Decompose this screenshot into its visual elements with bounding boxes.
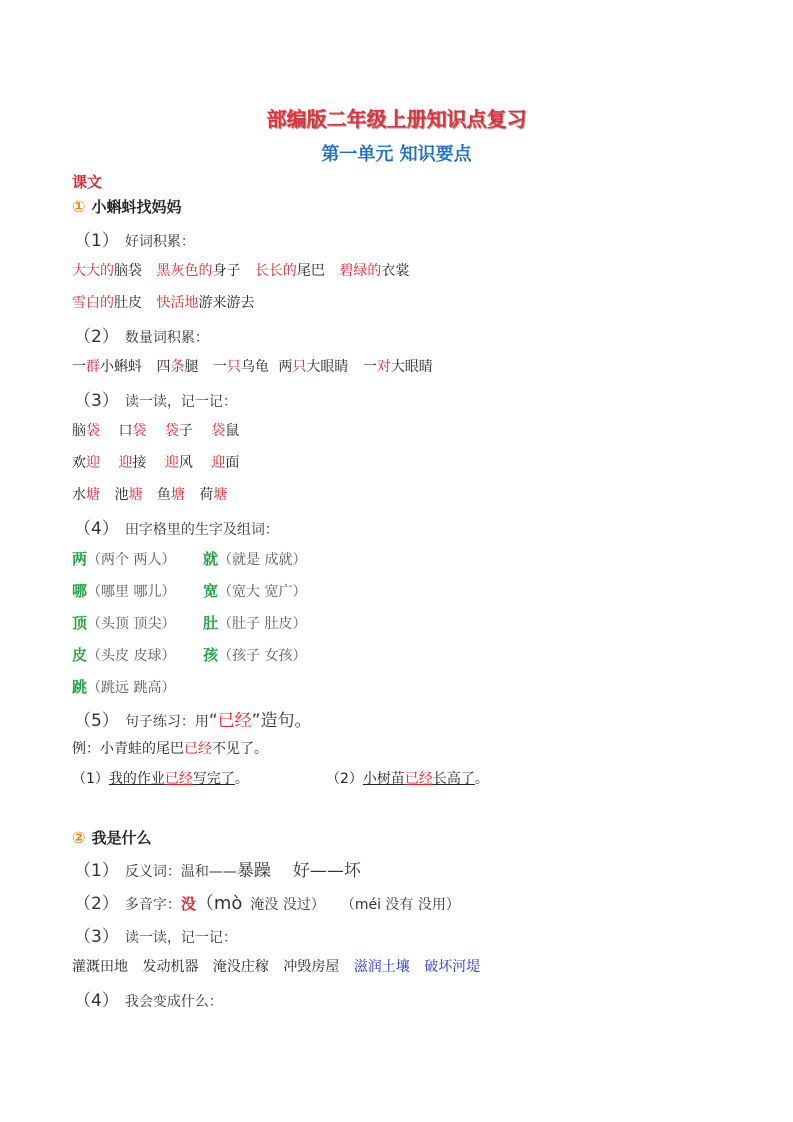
measure-words-row [72, 356, 433, 376]
char-entry [203, 644, 306, 665]
item-number: （4） [74, 519, 119, 539]
new-character: 跳 [72, 678, 88, 696]
highlight-word: 只 [292, 359, 307, 375]
lesson1-s2-heading [74, 322, 209, 347]
read-row2 [72, 452, 239, 472]
item-label: 田字格里的生字及组词： [124, 522, 279, 538]
highlight-word: 塘 [128, 487, 143, 503]
lesson2-s2-heading [74, 889, 460, 915]
item-label: 反义词：温和—— [124, 864, 237, 880]
highlight-word: 长长的 [254, 263, 297, 279]
word-prefix: 口 [118, 423, 133, 439]
word-prefix: 四 [156, 359, 171, 375]
highlight-word: 塘 [213, 487, 228, 503]
reading-words: （méi 没有 没用） [340, 897, 460, 913]
char-entry [72, 676, 175, 697]
word-rest: 衣裳 [381, 263, 410, 279]
word-rest: 风 [178, 455, 193, 471]
item-label: 多音字： [124, 897, 181, 913]
char-entry [72, 580, 175, 601]
character-words: （就是 成就） [218, 552, 307, 568]
lesson1-s1-heading [74, 226, 195, 251]
word-prefix: 一 [362, 359, 377, 375]
highlight-word: 碧绿的 [339, 263, 382, 279]
word-prefix: 池 [114, 487, 129, 503]
highlight-word: 袋 [164, 423, 179, 439]
item-number: （5） [74, 711, 119, 731]
highlight-word: 塘 [170, 487, 185, 503]
char-entry [203, 548, 306, 569]
item-label: 读一读，记一记： [124, 930, 237, 946]
word-rest: 大眼睛 [306, 359, 349, 375]
phrases-row [72, 956, 480, 976]
quote-mark: ” [251, 711, 261, 731]
new-character: 皮 [72, 646, 88, 664]
word-rest: 游来游去 [198, 295, 255, 311]
sentence-part: 我的作业 [108, 771, 165, 787]
highlight-word: 迎 [86, 455, 100, 471]
phrase: 发动机器 [142, 959, 199, 975]
target-word: 已经 [217, 711, 252, 731]
word-rest: 小蝌蚪 [100, 359, 142, 375]
highlight-word: 只 [226, 359, 241, 375]
word-rest: 尾巴 [296, 263, 325, 279]
answer-sentence-2 [326, 768, 489, 788]
character-words: （宽大 宽广） [218, 584, 307, 600]
new-character: 宽 [203, 582, 219, 600]
phrase: 冲毁房屋 [283, 959, 340, 975]
word-rest: 大眼睛 [390, 359, 433, 375]
sentence-part: 不见了。 [212, 741, 268, 757]
highlight-word: 袋 [86, 423, 100, 439]
item-label: 好词积累： [124, 234, 195, 250]
word-rest: 身子 [212, 263, 241, 279]
sentence-part: 长高了 [432, 771, 475, 787]
new-character: 孩 [203, 646, 219, 664]
item-tail: 造句。 [260, 711, 312, 731]
char-entry [203, 612, 306, 633]
highlight-word: 群 [86, 359, 100, 375]
character-words: （头顶 顶尖） [87, 616, 176, 632]
item-number: （2） [74, 894, 119, 914]
polyphonic-character: 没 [180, 895, 196, 913]
item-label: 我会变成什么： [124, 994, 223, 1010]
highlight-word: 袋 [132, 423, 147, 439]
quote-mark: “ [208, 711, 218, 731]
unit-subtitle: 第一单元 知识要点 [321, 144, 472, 165]
highlight-word: 已经 [164, 771, 193, 787]
phrase: 破坏河堤 [424, 959, 481, 975]
word-rest: 肚皮 [114, 295, 142, 311]
item-number: （2） [74, 327, 119, 347]
reading-words: 淹没 没过） [250, 897, 325, 913]
item-number: （1） [74, 861, 119, 881]
lesson1-s5-heading [74, 706, 311, 731]
item-number: （4） [74, 991, 119, 1011]
new-character: 哪 [72, 582, 88, 600]
item-number: （3） [74, 927, 119, 947]
highlight-word: 快活地 [156, 295, 199, 311]
lesson2-marker: ② [72, 828, 86, 847]
good-words-row1 [72, 260, 409, 280]
highlight-word: 袋 [211, 423, 226, 439]
antonym-word: 暴躁 [236, 861, 271, 881]
item-number: （1） [74, 231, 119, 251]
lesson1-name: 小蝌蚪找妈妈 [91, 198, 182, 216]
new-character: 两 [72, 550, 88, 568]
word-prefix: 鱼 [156, 487, 171, 503]
highlight-word: 大大的 [72, 263, 114, 279]
lesson1-s4-heading [74, 514, 279, 539]
sentence-end: 。 [234, 771, 249, 787]
char-entry [72, 548, 175, 569]
word-rest: 脑袋 [114, 263, 142, 279]
char-entry [72, 612, 175, 633]
character-words: （孩子 女孩） [218, 648, 307, 664]
highlight-word: 迎 [118, 455, 133, 471]
item-label: 读一读，记一记： [124, 394, 237, 410]
lesson2-name: 我是什么 [91, 829, 152, 847]
read-row3 [72, 484, 227, 504]
new-character: 肚 [203, 614, 219, 632]
word-prefix: 两 [278, 359, 293, 375]
phrase: 淹没庄稼 [212, 959, 269, 975]
word-rest: 子 [178, 423, 193, 439]
word-prefix: 一 [72, 359, 86, 375]
word-prefix: 脑 [72, 423, 86, 439]
character-words: （两个 两人） [87, 552, 176, 568]
sentence-end: 。 [474, 771, 489, 787]
sentence-part: 写完了 [192, 771, 235, 787]
highlight-word: 对 [376, 359, 391, 375]
item-number: （2） [326, 771, 363, 787]
char-entry [72, 644, 175, 665]
character-words: （跳远 跳高） [87, 680, 176, 696]
phrase: 灌溉田地 [72, 959, 128, 975]
item-label: 句子练习：用 [124, 714, 209, 730]
char-entry [203, 580, 306, 601]
section-label: 课文 [72, 173, 103, 191]
lesson1-heading [72, 196, 182, 217]
highlight-word: 迎 [211, 455, 226, 471]
phrase: 滋润土壤 [353, 959, 410, 975]
highlight-word: 条 [170, 359, 185, 375]
new-character: 顶 [72, 614, 88, 632]
example-sentence [72, 738, 268, 758]
character-words: （哪里 哪儿） [87, 584, 176, 600]
word-prefix: 水 [72, 487, 86, 503]
highlight-word: 已经 [184, 741, 212, 757]
word-rest: 接 [132, 455, 147, 471]
lesson2-s3-heading [74, 922, 237, 947]
word-rest: 鼠 [225, 423, 240, 439]
highlight-word: 黑灰色的 [156, 263, 213, 279]
good-words-row2 [72, 292, 254, 312]
pinyin: （mò [195, 893, 243, 914]
new-character: 就 [203, 550, 219, 568]
item-number: （1） [72, 771, 109, 787]
answer-sentence-1 [72, 768, 249, 788]
lesson2-heading [72, 827, 152, 848]
character-words: （肚子 肚皮） [218, 616, 307, 632]
lesson2-s4-heading [74, 986, 223, 1011]
sentence-part: 小树苗 [362, 771, 405, 787]
lesson2-s1-heading [74, 856, 361, 881]
item-number: （3） [74, 391, 119, 411]
word-prefix: 一 [212, 359, 227, 375]
word-rest: 乌龟 [240, 359, 269, 375]
word-prefix: 欢 [72, 455, 86, 471]
word-prefix: 荷 [199, 487, 214, 503]
sentence-part: 例：小青蛙的尾巴 [72, 741, 184, 757]
page-title: 部编版二年级上册知识点复习 [266, 107, 527, 131]
highlight-word: 塘 [86, 487, 100, 503]
lesson1-s3-heading [74, 386, 237, 411]
highlight-word: 雪白的 [72, 295, 114, 311]
antonym-pair: 好——坏 [292, 861, 361, 881]
word-rest: 面 [225, 455, 240, 471]
read-row1 [72, 420, 239, 440]
highlight-word: 迎 [164, 455, 179, 471]
word-rest: 腿 [184, 359, 199, 375]
character-words: （头皮 皮球） [87, 648, 176, 664]
highlight-word: 已经 [404, 771, 433, 787]
item-label: 数量词积累： [124, 330, 209, 346]
lesson1-marker: ① [72, 197, 86, 216]
